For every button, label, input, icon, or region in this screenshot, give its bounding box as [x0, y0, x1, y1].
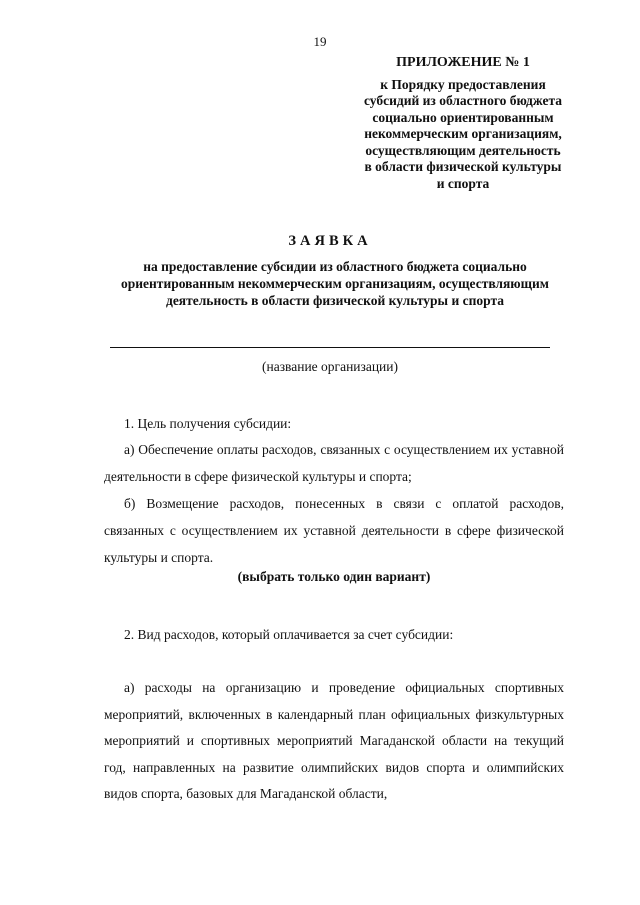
appendix-heading: ПРИЛОЖЕНИЕ № 1 — [396, 55, 530, 70]
subtitle-line: на предоставление субсидии из областного бюджета социально — [143, 259, 527, 274]
appendix-line: осуществляющим деятельность — [365, 142, 561, 158]
appendix-line: некоммерческим организациям, — [364, 126, 562, 141]
organization-name-caption: (название организации) — [261, 359, 399, 374]
appendix-line: к Порядку предоставления — [380, 76, 546, 92]
appendix-line: и спорта — [436, 175, 490, 191]
subtitle-line: деятельность в области физической культуры и спорта — [165, 293, 505, 308]
document-title: ЗАЯВКА — [288, 233, 372, 249]
section1-note: (выбрать только один вариант) — [237, 569, 431, 584]
organization-name-line — [110, 347, 550, 348]
section2-item-a: а) расходы на организацию и проведение официальных спортивных мероприятий, включенных в календарный план официальных физкультурных мероприятий и спортивных мероприятий Магаданской области на текущий год, направленных на развитие олимпийских видов спорта и олимпийских видов спорта, базовых для Магаданской области, — [104, 680, 564, 801]
section2-heading: 2. Вид расходов, который оплачивается за счет субсидии: — [124, 627, 454, 642]
appendix-line: в области физической культуры — [364, 159, 562, 174]
section1-heading: 1. Цель получения субсидии: — [124, 416, 292, 431]
appendix-line: субсидий из областного бюджета — [363, 93, 563, 108]
section1-option-b: б) Возмещение расходов, понесенных в связи с оплатой расходов, связанных с осуществлением их уставной деятельности в сфере физической культуры и спорта. — [104, 496, 564, 565]
document-subtitle — [95, 258, 575, 309]
page-number: 19 — [313, 34, 327, 49]
appendix-line: социально ориентированным — [372, 109, 554, 125]
section1-option-a: а) Обеспечение оплаты расходов, связанных с осуществлением их уставной деятельности в сфере физической культуры и спорта; — [104, 442, 564, 484]
appendix-block — [318, 55, 608, 192]
subtitle-line: ориентированным некоммерческим организациям, осуществляющим — [121, 276, 549, 291]
